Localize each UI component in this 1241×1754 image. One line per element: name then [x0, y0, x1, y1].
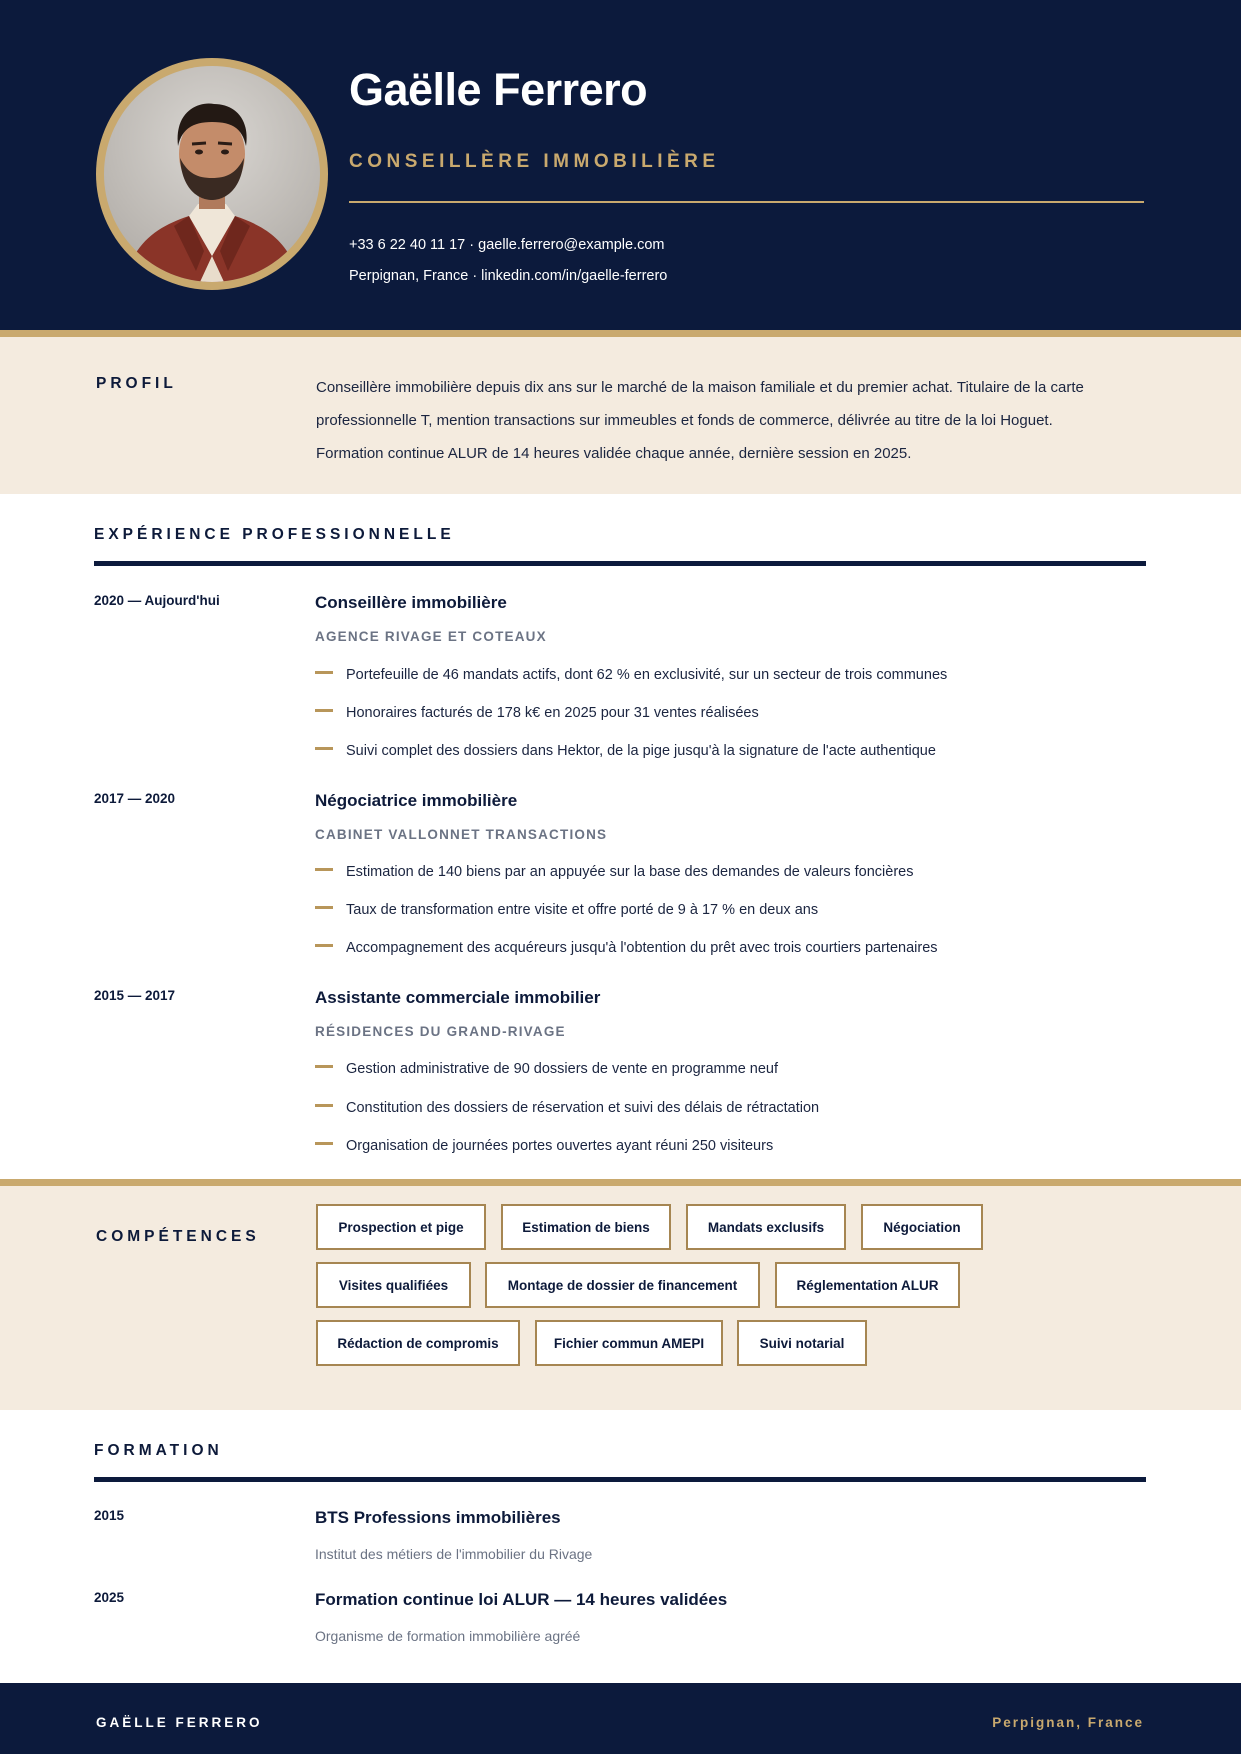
avatar	[96, 58, 328, 290]
dash-icon	[315, 906, 333, 909]
experience-heading: EXPÉRIENCE PROFESSIONNELLE	[94, 526, 455, 543]
job-title: CONSEILLÈRE IMMOBILIÈRE	[349, 151, 720, 172]
education-title: Formation continue loi ALUR — 14 heures validées	[315, 1590, 728, 1609]
dash-icon	[315, 671, 333, 674]
job-dates: 2015 — 2017	[94, 988, 176, 1003]
education-title: BTS Professions immobilières	[315, 1508, 561, 1527]
skill-chip: Prospection et pige	[316, 1204, 486, 1250]
list-item	[315, 902, 1195, 926]
bullet-text: Portefeuille de 46 mandats actifs, dont 62 % en exclusivité, sur un secteur de trois communes	[346, 667, 948, 683]
dash-icon	[315, 1065, 333, 1068]
bullet-text: Accompagnement des acquéreurs jusqu'à l'obtention du prêt avec trois courtiers partenaires	[346, 940, 938, 956]
list-item	[315, 864, 1195, 888]
dash-icon	[315, 1104, 333, 1107]
education-year: 2025	[94, 1590, 125, 1605]
skill-chip: Montage de dossier de financement	[485, 1262, 760, 1308]
education-heading: FORMATION	[94, 1442, 223, 1459]
bullet-text: Constitution des dossiers de réservation et suivi des délais de rétractation	[346, 1100, 820, 1116]
list-item	[315, 1100, 1195, 1124]
list-item	[315, 667, 1195, 691]
header-rule	[349, 201, 1144, 203]
job-company: CABINET VALLONNET TRANSACTIONS	[315, 827, 608, 842]
job-dates: 2020 — Aujourd'hui	[94, 593, 220, 608]
experience-rule	[94, 561, 1146, 566]
job-role: Conseillère immobilière	[315, 593, 507, 612]
dash-icon	[315, 1142, 333, 1145]
header-gold-divider	[0, 330, 1241, 337]
portrait-illustration	[104, 66, 320, 282]
job-role: Assistante commerciale immobilier	[315, 988, 601, 1007]
bullet-text: Suivi complet des dossiers dans Hektor, de la pige jusqu'à la signature de l'acte authentique	[346, 743, 936, 759]
footer-name: GAËLLE FERRERO	[96, 1715, 263, 1730]
list-item	[315, 705, 1195, 729]
skills-heading: COMPÉTENCES	[96, 1228, 260, 1245]
dash-icon	[315, 868, 333, 871]
education-rule	[94, 1477, 1146, 1482]
education-year: 2015	[94, 1508, 125, 1523]
bullet-text: Gestion administrative de 90 dossiers de vente en programme neuf	[346, 1061, 779, 1077]
education-school: Institut des métiers de l'immobilier du Rivage	[315, 1546, 593, 1562]
profile-heading: PROFIL	[96, 375, 177, 392]
list-item	[315, 743, 1195, 767]
list-item	[315, 1061, 1195, 1085]
bullet-text: Estimation de 140 biens par an appuyée sur la base des demandes de valeurs foncières	[346, 864, 914, 880]
skill-chip: Fichier commun AMEPI	[535, 1320, 723, 1366]
job-role: Négociatrice immobilière	[315, 791, 518, 810]
skill-chip: Suivi notarial	[737, 1320, 867, 1366]
dash-icon	[315, 944, 333, 947]
job-dates: 2017 — 2020	[94, 791, 176, 806]
job-company: AGENCE RIVAGE ET COTEAUX	[315, 629, 547, 644]
dash-icon	[315, 709, 333, 712]
skill-chip: Estimation de biens	[501, 1204, 671, 1250]
skill-chip: Réglementation ALUR	[775, 1262, 960, 1308]
skill-chip: Mandats exclusifs	[686, 1204, 846, 1250]
contact-location-linkedin: Perpignan, France · linkedin.com/in/gaelle-ferrero	[349, 268, 668, 284]
list-item	[315, 940, 1195, 964]
footer-city: Perpignan, France	[992, 1715, 1144, 1730]
profile-summary: Conseillère immobilière depuis dix ans sur le marché de la maison familiale et du premier achat. Titulaire de la carte professionnelle T, mention transactions sur immeubles et fonds de commerce, délivrée au titre de la loi Hoguet. Formation continue ALUR de 14 heures validée chaque année, dernière session en 2025.	[316, 379, 1084, 462]
bullet-text: Taux de transformation entre visite et offre porté de 9 à 17 % en deux ans	[346, 902, 819, 918]
job-company: RÉSIDENCES DU GRAND-RIVAGE	[315, 1024, 566, 1039]
contact-phone-email: +33 6 22 40 11 17 · gaelle.ferrero@example.com	[349, 237, 665, 253]
portrait-photo-icon	[104, 66, 320, 282]
candidate-name: Gaëlle Ferrero	[349, 64, 648, 115]
skill-chip: Négociation	[861, 1204, 983, 1250]
bullet-text: Organisation de journées portes ouvertes ayant réuni 250 visiteurs	[346, 1138, 774, 1154]
dash-icon	[315, 747, 333, 750]
skill-chip: Rédaction de compromis	[316, 1320, 520, 1366]
list-item	[315, 1138, 1195, 1162]
skill-chip: Visites qualifiées	[316, 1262, 471, 1308]
bullet-text: Honoraires facturés de 178 k€ en 2025 pour 31 ventes réalisées	[346, 705, 759, 721]
education-school: Organisme de formation immobilière agréé	[315, 1628, 581, 1644]
skills-gold-divider	[0, 1179, 1241, 1186]
